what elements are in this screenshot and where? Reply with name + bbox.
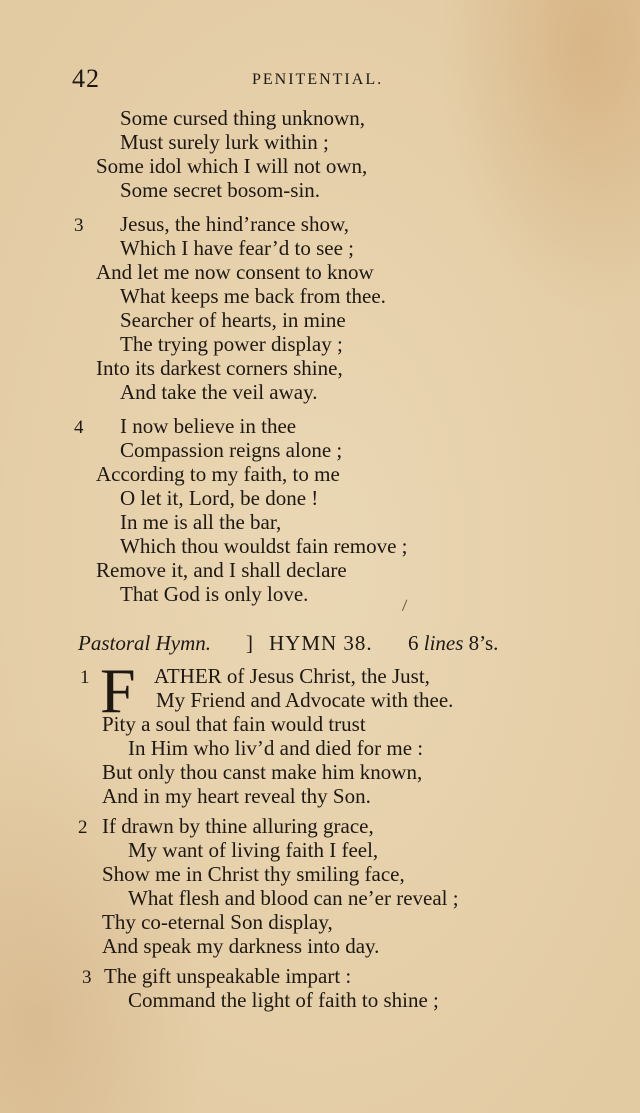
verse-line: Some secret bosom-sin. xyxy=(120,178,321,202)
verse-line: Command the light of faith to shine ; xyxy=(128,988,439,1012)
verse-number: 1 xyxy=(80,667,90,688)
verse-line: Compassion reigns alone ; xyxy=(120,438,343,462)
verse-line: And speak my darkness into day. xyxy=(102,934,380,958)
verse-line: Some cursed thing unknown, xyxy=(120,106,365,130)
meter-value: 8’s. xyxy=(468,631,499,655)
hymn-heading xyxy=(78,629,528,657)
stray-print-mark xyxy=(402,600,411,613)
verse-number: 3 xyxy=(82,967,92,988)
verse-line: ATHER of Jesus Christ, the Just, xyxy=(154,664,430,688)
verse-line: And in my heart reveal thy Son. xyxy=(102,784,371,808)
verse-line: I now believe in thee xyxy=(120,414,297,438)
meter-word: lines xyxy=(423,631,464,655)
drop-cap: F xyxy=(100,655,136,726)
page-header xyxy=(72,64,542,94)
verse-line: Thy co-eternal Son display, xyxy=(102,910,333,934)
verse-line: And let me now consent to know xyxy=(96,260,374,284)
verse-line: That God is only love. xyxy=(120,582,309,606)
verse-line: In Him who liv’d and died for me : xyxy=(128,736,424,760)
verse-line: The trying power display ; xyxy=(120,332,343,356)
verse-line: According to my faith, to me xyxy=(96,462,340,486)
hymn-source: Pastoral Hymn. xyxy=(78,631,211,655)
verse-line: If drawn by thine alluring grace, xyxy=(102,814,374,838)
verse-line: O let it, Lord, be done ! xyxy=(120,486,319,510)
verse-line: Which I have fear’d to see ; xyxy=(120,236,354,260)
verse-line: And take the veil away. xyxy=(120,380,318,404)
page-number: 42 xyxy=(72,64,100,93)
verse-line: Some idol which I will not own, xyxy=(96,154,368,178)
verse-line: In me is all the bar, xyxy=(120,510,282,534)
verse-line: Jesus, the hind’rance show, xyxy=(120,212,350,236)
verse-line: Show me in Christ thy smiling face, xyxy=(102,862,405,886)
verse-number: 2 xyxy=(78,817,88,838)
meter-number: 6 xyxy=(408,631,419,655)
hymn-meter xyxy=(408,629,498,657)
verse-line: Which thou wouldst fain remove ; xyxy=(120,534,408,558)
verse-line: My Friend and Advocate with thee. xyxy=(156,688,454,712)
verse-line: Into its darkest corners shine, xyxy=(96,356,343,380)
verse-line: What flesh and blood can ne’er reveal ; xyxy=(128,886,459,910)
verse-line: Pity a soul that fain would trust xyxy=(102,712,366,736)
hymn-title: HYMN 38. xyxy=(269,631,373,655)
verse-line: Remove it, and I shall declare xyxy=(96,558,347,582)
verse-line: My want of living faith I feel, xyxy=(128,838,379,862)
verse-line: Must surely lurk within ; xyxy=(120,130,329,154)
verse-line: What keeps me back from thee. xyxy=(120,284,386,308)
verse-number: 3 xyxy=(74,215,84,236)
verse-line: The gift unspeakable impart : xyxy=(104,964,352,988)
heading-bracket: ] xyxy=(246,631,253,655)
running-head: PENITENTIAL. xyxy=(252,71,384,88)
verse-line: Searcher of hearts, in mine xyxy=(120,308,346,332)
verse-line: But only thou canst make him known, xyxy=(102,760,423,784)
verse-number: 4 xyxy=(74,417,84,438)
